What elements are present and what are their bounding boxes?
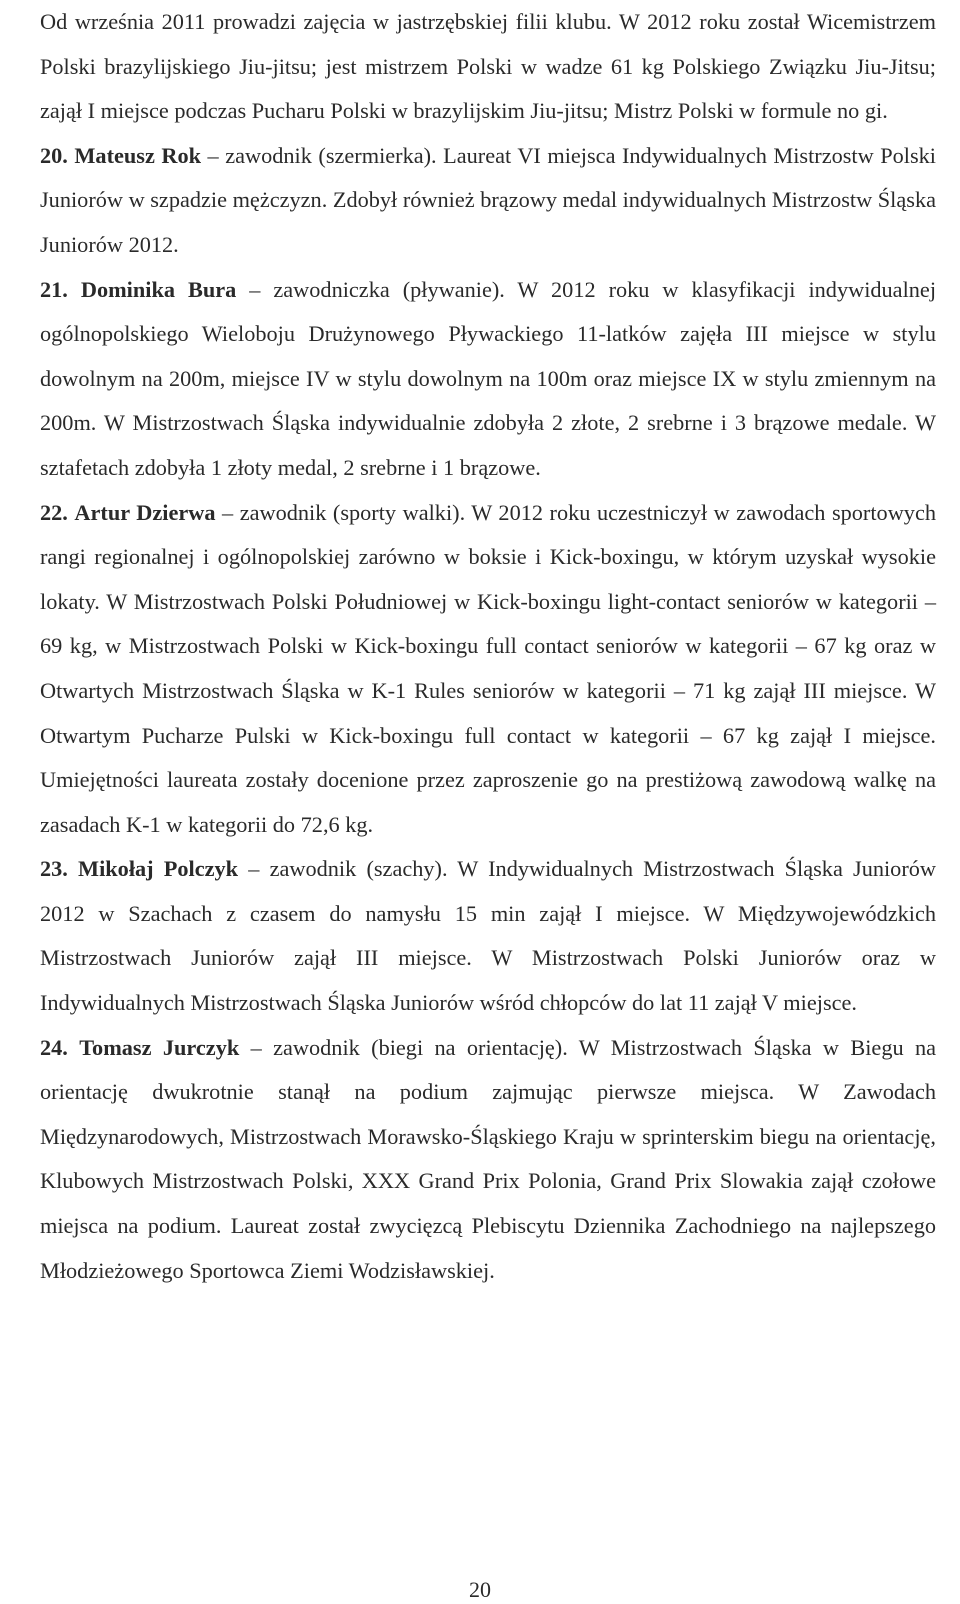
entry-21 (40, 268, 936, 491)
entry-23 (40, 847, 936, 1025)
entry-name: Mateusz Rok (74, 142, 202, 168)
entry-name: Dominika Bura (80, 276, 237, 302)
intro-paragraph: Od września 2011 prowadzi zajęcia w jastrzębskiej filii klubu. W 2012 roku został Wicemistrzem Polski brazylijskiego Jiu-jitsu; jest mistrzem Polski w wadze 61 kg Polskiego Związku Jiu-Jitsu; zajął I miejsce podczas Pucharu Polski w brazylijskim Jiu-jitsu; Mistrz Polski w formule no gi. (40, 9, 936, 124)
entry-22 (40, 491, 936, 848)
entry-text: zawodniczka (pływanie). W 2012 roku w klasyfikacji indywidualnej ogólnopolskiego Wieloboju Drużynowego Pływackiego 11-latków zajęła III miejsce w stylu dowolnym na 200m, miejsce IV w stylu dowolnym na 100m oraz miejsce IX w stylu zmiennym na 200m. W Mistrzostwach Śląska indywidualnie zdobyła 2 złote, 2 srebrne i 3 brązowe medale. W sztafetach zdobyła 1 złoty medal, 2 srebrne i 1 brązowe. (40, 276, 937, 480)
entry-name: Tomasz Jurczyk (79, 1034, 240, 1060)
entry-text: zawodnik (szachy). W Indywidualnych Mistrzostwach Śląska Juniorów 2012 w Szachach z czasem do namysłu 15 min zajął I miejsce. W Międzywojewódzkich Mistrzostwach Juniorów zajął III miejsce. W Mistrzostwach Polski Juniorów oraz w Indywidualnych Mistrzostwach Śląska Juniorów wśród chłopców do lat 11 zajął V miejsce. (40, 856, 937, 1016)
entry-text: zawodnik (biegi na orientację). W Mistrzostwach Śląska w Biegu na orientację dwukrotnie stanął na podium zajmując pierwsze miejsca. W Zawodach Międzynarodowych, Mistrzostwach Morawsko-Śląskiego Kraju w sprinterskim biegu na orientację, Klubowych Mistrzostwach Polski, XXX Grand Prix Polonia, Grand Prix Slowakia zajął czołowe miejsca na podium. Laureat został zwycięzcą Plebiscytu Dziennika Zachodniego na najlepszego Młodzieżowego Sportowca Ziemi Wodzisławskiej. (40, 1034, 937, 1283)
entry-dash: – (239, 1034, 274, 1060)
entry-name: Mikołaj Polczyk (78, 856, 239, 882)
entry-number: 21. (40, 276, 68, 302)
entry-24 (40, 1026, 936, 1294)
entry-dash: – (215, 499, 240, 525)
entry-dash: – (236, 276, 274, 302)
entry-text: zawodnik (szermierka). Laureat VI miejsca Indywidualnych Mistrzostw Polski Juniorów w szpadzie mężczyzn. Zdobył również brązowy medal indywidualnych Mistrzostw Śląska Juniorów 2012. (40, 142, 936, 257)
entry-dash: – (201, 142, 226, 168)
entry-name: Artur Dzierwa (74, 499, 216, 525)
entry-number: 20. (40, 142, 68, 168)
document-page (40, 0, 936, 1293)
entry-number: 23. (40, 856, 68, 882)
entry-20 (40, 134, 936, 268)
entry-text: zawodnik (sporty walki). W 2012 roku uczestniczył w zawodach sportowych rangi regionalnej i ogólnopolskiej zarówno w boksie i Kick-boxingu, w którym uzyskał wysokie lokaty. W Mistrzostwach Polski Południowej w Kick-boxingu light-contact seniorów w kategorii – 69 kg, w Mistrzostwach Polski w Kick-boxingu full contact seniorów w kategorii – 67 kg oraz w Otwartych Mistrzostwach Śląska w K-1 Rules seniorów w kategorii – 71 kg zajął III miejsce. W Otwartym Pucharze Pulski w Kick-boxingu full contact w kategorii – 67 kg zajął I miejsce. Umiejętności laureata zostały docenione przez zaproszenie go na prestiżową zawodową walkę na zasadach K-1 w kategorii do 72,6 kg. (40, 499, 936, 837)
entry-number: 22. (40, 499, 68, 525)
entry-dash: – (238, 856, 270, 882)
entry-number: 24. (40, 1034, 68, 1060)
page-number: 20 (469, 1577, 491, 1602)
